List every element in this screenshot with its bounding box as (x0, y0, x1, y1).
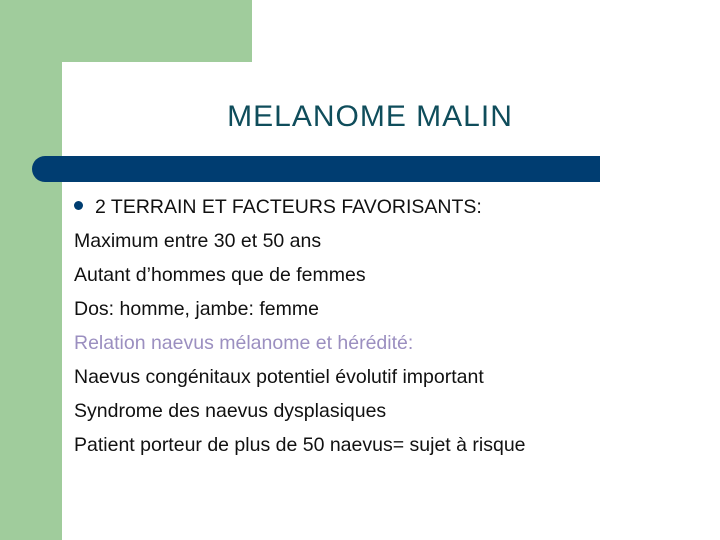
bullet-icon (74, 201, 83, 210)
content-line: Maximum entre 30 et 50 ans (74, 230, 322, 252)
content-line-highlighted: Relation naevus mélanome et hérédité: (74, 332, 414, 354)
bullet-line (74, 190, 714, 224)
content-line: Autant d’hommes que de femmes (74, 264, 366, 286)
content-line: Naevus congénitaux potentiel évolutif important (74, 366, 484, 388)
green-band-left (0, 0, 62, 540)
content-line: Syndrome des naevus dysplasiques (74, 400, 387, 422)
title-underline-bar (32, 156, 600, 182)
slide-title: MELANOME MALIN (227, 100, 513, 133)
content-line: Patient porteur de plus de 50 naevus= sujet à risque (74, 434, 526, 456)
slide-content (74, 190, 714, 462)
green-band-top (0, 0, 252, 62)
bullet-text: 2 TERRAIN ET FACTEURS FAVORISANTS: (95, 196, 482, 218)
content-line: Dos: homme, jambe: femme (74, 298, 319, 320)
slide-corner (62, 62, 122, 122)
